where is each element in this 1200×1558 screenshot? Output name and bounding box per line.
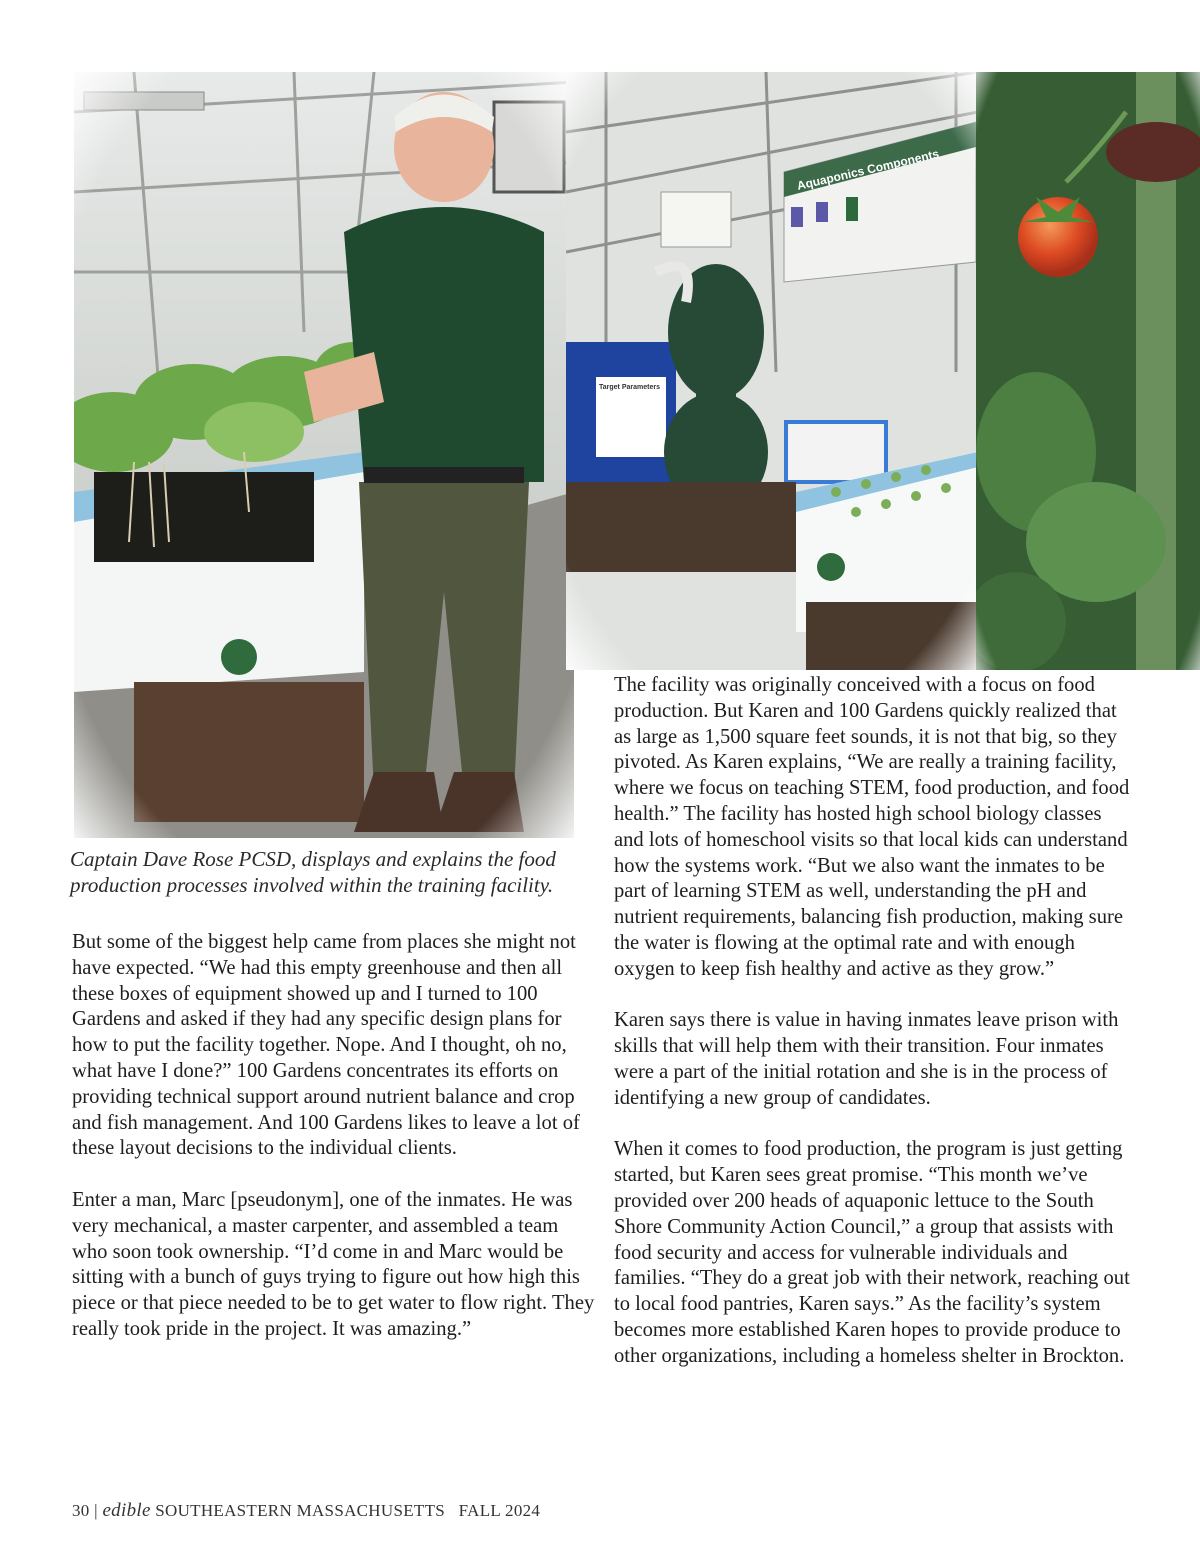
issue-label: FALL 2024 [458, 1501, 541, 1520]
right-paragraph-1: The facility was originally conceived with a focus on food production. But Karen and 100 Gardens quickly realized that as large as 1,500 square feet sounds, it is not that big, so they pivoted. As Karen explains, “We are really a training facility, where we focus on teaching STEM, food production, and food health.” The facility has hosted high school biology classes and lots of homeschool visits so that local kids can understand how the systems work. “But we also want the inmates to be part of learning STEM as well, understanding the pH and nutrient requirements, balancing fish production, making sure the water is flowing at the optimal rate and with enough oxygen to keep fish healthy and active as they grow.” [614, 674, 1130, 980]
photo-aquaponics-system [566, 72, 978, 670]
photo-officer-greenhouse [74, 72, 574, 838]
left-paragraph-2: Enter a man, Marc [pseudonym], one of the inmates. He was very mechanical, a master carpenter, and assembled a team who soon took ownership. “I’d come in and Marc would be sitting with a bunch of guys trying to figure out how high this piece or that piece needed to be to get water to flow right. They really took pride in the project. It was amazing.” [72, 1188, 595, 1340]
tomato-plant-photo-icon [976, 72, 1200, 670]
photo-caption: Captain Dave Rose PCSD, displays and explains the food production processes involved within the training facility. [70, 847, 556, 897]
right-paragraph-2: Karen says there is value in having inmates leave prison with skills that will help them with their transition. Four inmates were a part of the initial rotation and she is in the process of identifying a new group of candidates. [614, 1009, 1119, 1109]
page-number: 30 [72, 1501, 90, 1520]
page-footer [72, 1500, 540, 1522]
right-paragraph-3: When it comes to food production, the program is just getting started, but Karen sees great promise. “This month we’ve provided over 200 heads of aquaponic lettuce to the South Shore Community Action Council,” a group that assists with food security and access for vulnerable individuals and families. “They do a great job with their network, reaching out to local food pantries, Karen says.” As the facility’s system becomes more established Karen hopes to provide produce to other organizations, including a homeless shelter in Brockton. [614, 1138, 1130, 1367]
brand-name: edible [102, 1500, 151, 1521]
publication-name: SOUTHEASTERN MASSACHUSETTS [155, 1501, 446, 1520]
left-column [72, 930, 596, 1369]
footer-separator: | [94, 1501, 98, 1520]
photo-tomato-plant [976, 72, 1200, 670]
greenhouse-officer-photo-icon [74, 72, 574, 838]
right-column [614, 673, 1134, 1395]
left-paragraph-1: But some of the biggest help came from places she might not have expected. “We had this empty greenhouse and then all these boxes of equipment showed up and I turned to 100 Gardens and asked if they had any specific design plans for how to put the facility together. Nope. And I thought, oh no, what have I done?” 100 Gardens concentrates its efforts on providing technical support around nutrient balance and crop and fish management. And 100 Gardens likes to leave a lot of these layout decisions to the individual clients. [72, 931, 580, 1160]
aquaponics-system-photo-icon [566, 72, 978, 670]
